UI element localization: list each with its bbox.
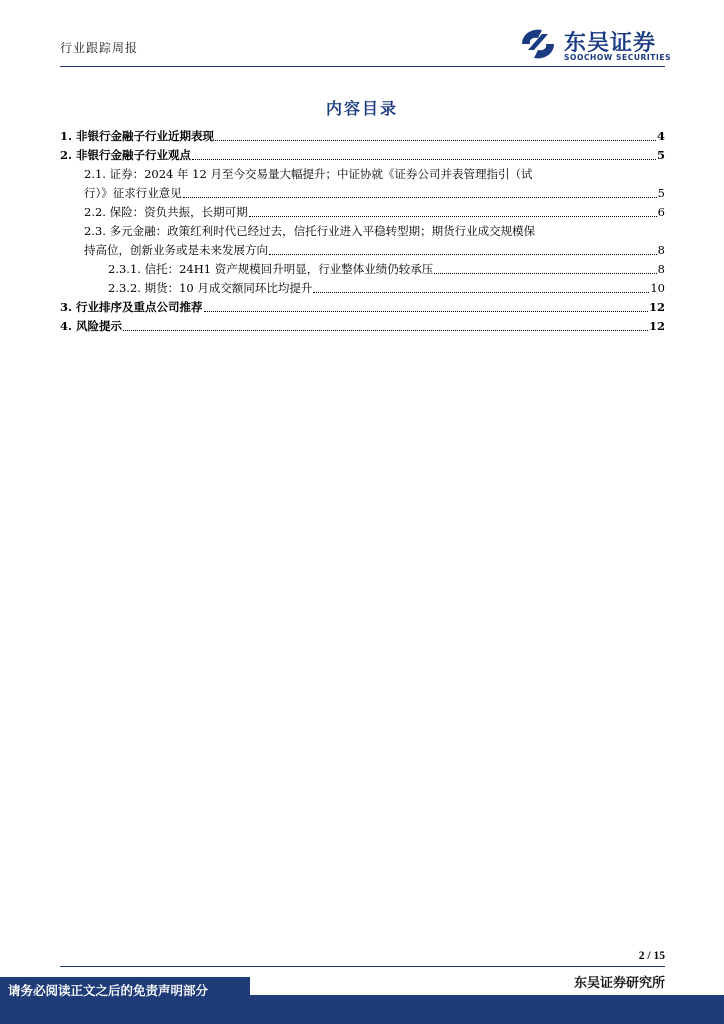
logo-company-name-cn: 东吴证券 [564,31,657,56]
toc-leader-dots [183,196,657,198]
toc-entry-page: 5 [657,186,665,200]
report-type-label: 行业跟踪周报 [60,41,139,55]
header-divider [60,66,665,67]
toc-entry-number: 2. [60,148,73,162]
footer-divider [60,966,665,967]
toc-entry-number: 2.1. [84,167,106,181]
toc-leader-dots [269,253,657,255]
toc-entry-number: 2.3.2. [108,281,141,295]
toc-entry-title-line1: 证券：2024 年 12 月至今交易量大幅提升；中证协就《证券公司并表管理指引（试 [109,167,533,181]
toc-entry-number: 1. [60,129,73,143]
toc-entry-page: 12 [648,300,665,314]
toc-leader-dots [215,139,656,141]
toc-leader-dots [249,215,657,217]
toc-entry-title: 非银行金融子行业观点 [76,148,192,162]
toc-leader-dots [204,310,648,312]
toc-entry-title: 保险：资负共振，长期可期 [109,205,248,219]
toc-entry-page: 8 [657,243,665,257]
soochow-logo-icon [518,26,558,62]
toc-entry-page: 5 [656,148,665,162]
toc-entry-title: 非银行金融子行业近期表现 [76,129,215,143]
toc-entry-3[interactable] [60,298,665,317]
toc-entry-page: 10 [650,281,665,295]
toc-entry-page: 6 [657,205,665,219]
toc-entry-title-line2: 持高位，创新业务或是未来发展方向 [84,243,268,257]
table-of-contents [60,127,665,336]
toc-entry-1[interactable] [60,127,665,146]
disclaimer-notice: 请务必阅读正文之后的免责声明部分 [0,977,250,1005]
toc-entry-title-line2: 行）》征求行业意见 [84,186,182,200]
toc-entry-page: 12 [648,319,665,333]
toc-leader-dots [123,329,648,331]
toc-entry-2-3[interactable] [60,222,665,260]
firm-research-label: 东吴证券研究所 [573,976,665,991]
toc-entry-4[interactable] [60,317,665,336]
toc-entry-number: 3. [60,300,73,314]
toc-title: 内容目录 [325,99,398,118]
toc-entry-title: 期货：10 月成交额同环比均提升 [144,281,313,295]
toc-leader-dots [434,272,656,274]
toc-entry-2-2[interactable] [60,203,665,222]
toc-entry-page: 4 [656,129,665,143]
toc-entry-number: 2.2. [84,205,106,219]
toc-entry-page: 8 [657,262,665,276]
page-indicator: 2 / 15 [638,950,665,962]
toc-entry-2-3-1[interactable] [60,260,665,279]
company-logo [518,24,678,66]
toc-entry-number: 4. [60,319,73,333]
toc-entry-title: 风险提示 [76,319,123,333]
toc-entry-2[interactable] [60,146,665,165]
logo-company-name-en: SOOCHOW SECURITIES [564,53,672,62]
toc-leader-dots [192,158,656,160]
toc-entry-2-3-2[interactable] [60,279,665,298]
toc-leader-dots [313,291,649,293]
toc-entry-title-line1: 多元金融：政策红利时代已经过去，信托行业进入平稳转型期；期货行业成交规模保 [109,224,536,238]
toc-entry-number: 2.3.1. [108,262,141,276]
toc-entry-number: 2.3. [84,224,106,238]
toc-entry-2-1[interactable] [60,165,665,203]
toc-entry-title: 信托：24H1 资产规模回升明显，行业整体业绩仍较承压 [144,262,434,276]
toc-entry-title: 行业排序及重点公司推荐 [76,300,203,314]
